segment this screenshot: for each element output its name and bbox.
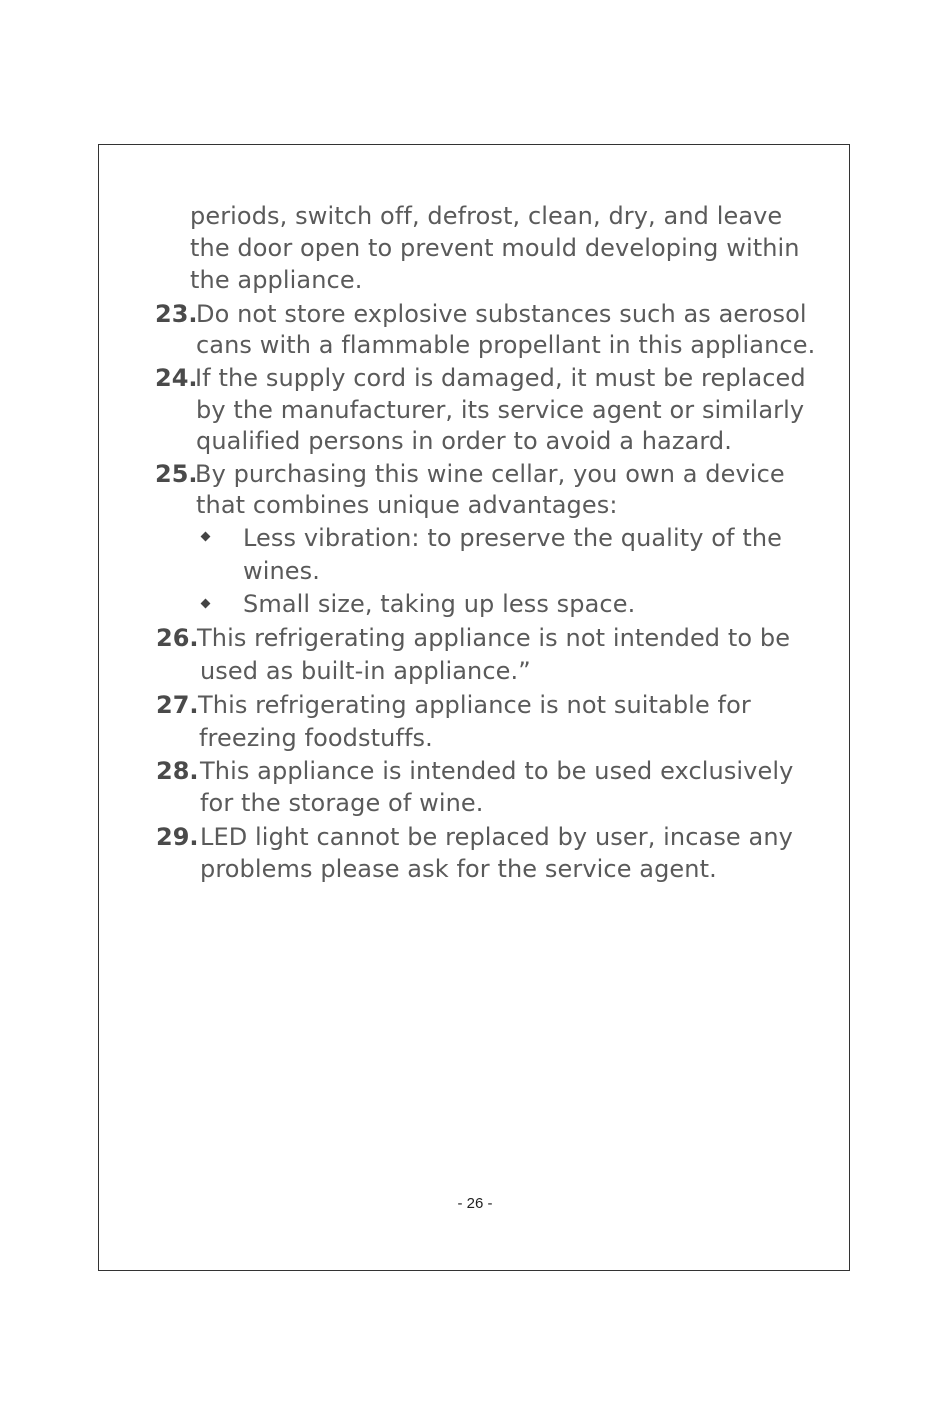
continuation-line: the door open to prevent mould developing within <box>190 234 800 262</box>
item-number: 29. <box>156 823 199 851</box>
list-item-line: This refrigerating appliance is not intended to be <box>197 624 791 652</box>
item-number: 25. <box>155 460 198 488</box>
list-item-line: for the storage of wine. <box>200 789 484 817</box>
list-item-line: that combines unique advantages: <box>196 491 618 519</box>
list-item-line: This refrigerating appliance is not suitable for <box>198 691 751 719</box>
bullet-line: Small size, taking up less space. <box>243 590 636 618</box>
bullet-line: Less vibration: to preserve the quality of the <box>243 524 783 552</box>
item-number: 26. <box>156 624 199 652</box>
list-item-line: used as built-in appliance.” <box>200 657 531 685</box>
list-item-line: By purchasing this wine cellar, you own a device <box>195 460 785 488</box>
list-item-line: LED light cannot be replaced by user, incase any <box>200 823 793 851</box>
list-item-line: Do not store explosive substances such as aerosol <box>196 300 807 328</box>
continuation-line: the appliance. <box>190 266 363 294</box>
list-item-line: cans with a flammable propellant in this appliance. <box>196 331 816 359</box>
list-item-line: problems please ask for the service agent. <box>200 855 717 883</box>
item-number: 28. <box>156 757 199 785</box>
bullet-line: wines. <box>243 557 321 585</box>
list-item-line: If the supply cord is damaged, it must be replaced <box>195 364 806 392</box>
list-item-line: by the manufacturer, its service agent or similarly <box>196 396 805 424</box>
item-number: 23. <box>155 300 198 328</box>
item-number: 27. <box>156 691 199 719</box>
list-item-line: freezing foodstuffs. <box>199 724 433 752</box>
page-number: - 26 - <box>457 1195 493 1212</box>
continuation-line: periods, switch off, defrost, clean, dry, and leave <box>190 202 783 230</box>
item-number: 24. <box>155 364 198 392</box>
list-item-line: This appliance is intended to be used exclusively <box>200 757 794 785</box>
list-item-line: qualified persons in order to avoid a hazard. <box>196 427 732 455</box>
